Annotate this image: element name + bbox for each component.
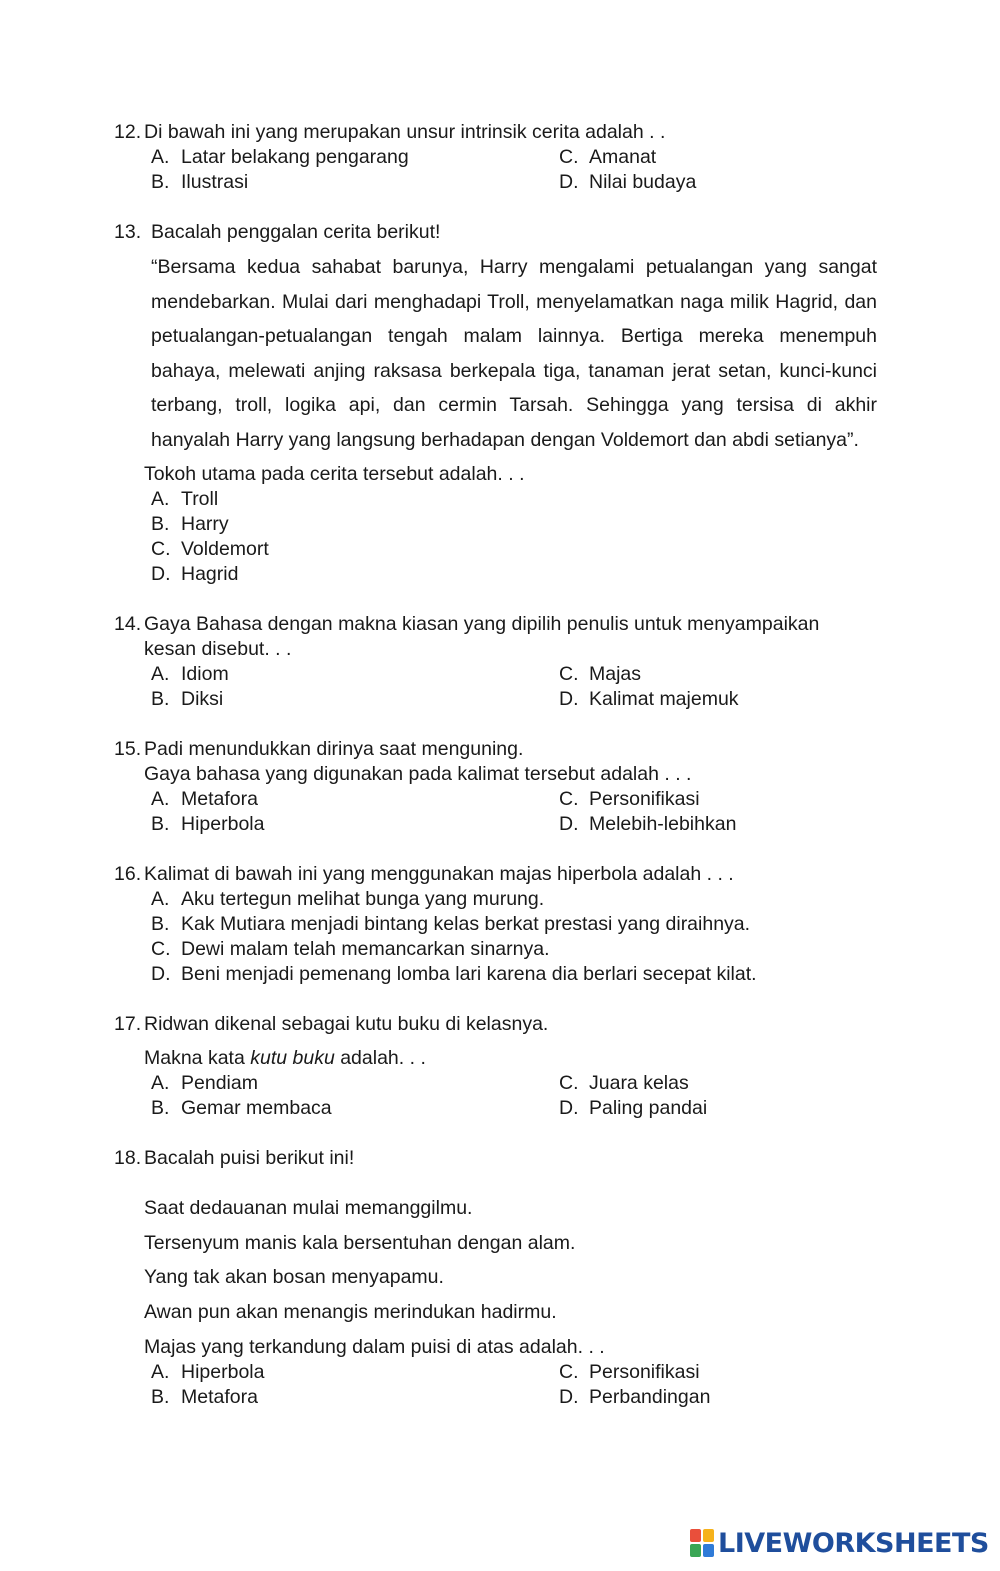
option-d[interactable]: D. Paling pandai	[559, 1097, 708, 1119]
question-number: 16.	[114, 863, 142, 885]
emphasized-phrase: kutu buku	[250, 1047, 335, 1069]
option-d[interactable]: D. Perbandingan	[559, 1386, 711, 1408]
question-number: 18.	[114, 1147, 142, 1169]
option-b[interactable]: B. Metafora	[151, 1386, 258, 1408]
option-b[interactable]: B. Gemar membaca	[151, 1097, 332, 1119]
liveworksheets-logo-icon	[690, 1529, 714, 1557]
option-c[interactable]: C. Voldemort	[151, 538, 269, 560]
question-sentence: Padi menundukkan dirinya saat menguning.	[144, 738, 524, 760]
option-a[interactable]: A. Aku tertegun melihat bunga yang murung.	[151, 888, 545, 910]
question-number: 14.	[114, 613, 142, 635]
question-number: 15.	[114, 738, 142, 760]
option-a[interactable]: A. Pendiam	[151, 1072, 258, 1094]
question-text: Tokoh utama pada cerita tersebut adalah. . .	[144, 463, 525, 485]
option-d[interactable]: D. Hagrid	[151, 563, 239, 585]
option-d[interactable]: D. Nilai budaya	[559, 171, 697, 193]
option-b[interactable]: B. Harry	[151, 513, 229, 535]
option-c[interactable]: C. Personifikasi	[559, 1361, 700, 1383]
poem-line: Yang tak akan bosan menyapamu.	[144, 1266, 444, 1288]
option-a[interactable]: A. Latar belakang pengarang	[151, 146, 409, 168]
option-a[interactable]: A. Metafora	[151, 788, 258, 810]
option-c[interactable]: C. Dewi malam telah memancarkan sinarnya.	[151, 938, 550, 960]
question-text: Kalimat di bawah ini yang menggunakan majas hiperbola adalah . . .	[144, 863, 734, 885]
option-c[interactable]: C. Majas	[559, 663, 642, 685]
option-d[interactable]: D. Melebih-lebihkan	[559, 813, 737, 835]
option-b[interactable]: B. Ilustrasi	[151, 171, 249, 193]
question-text: Gaya Bahasa dengan makna kiasan yang dipilih penulis untuk menyampaikan	[144, 613, 820, 635]
option-a[interactable]: A. Troll	[151, 488, 219, 510]
poem-line: Saat dedauanan mulai memanggilmu.	[144, 1197, 473, 1219]
question-sentence: Ridwan dikenal sebagai kutu buku di kelasnya.	[144, 1013, 549, 1035]
option-b[interactable]: B. Diksi	[151, 688, 224, 710]
poem-line: Tersenyum manis kala bersentuhan dengan alam.	[144, 1232, 576, 1254]
option-a[interactable]: A. Hiperbola	[151, 1361, 265, 1383]
question-intro: Bacalah puisi berikut ini!	[144, 1147, 355, 1169]
liveworksheets-logo[interactable]	[690, 1527, 989, 1559]
option-d[interactable]: D. Beni menjadi pemenang lomba lari karena dia berlari secepat kilat.	[151, 963, 757, 985]
question-text: Di bawah ini yang merupakan unsur intrinsik cerita adalah . .	[144, 121, 666, 143]
option-b[interactable]: B. Kak Mutiara menjadi bintang kelas berkat prestasi yang diraihnya.	[151, 913, 751, 935]
question-intro: Bacalah penggalan cerita berikut!	[151, 221, 441, 243]
story-passage: “Bersama kedua sahabat barunya, Harry mengalami petualangan yang sangat mendebarkan. Mulai dari menghadapi Troll, menyelamatkan naga milik Hagrid, dan petualangan-petualangan tengah malam lainnya. Bertiga mereka menempuh bahaya, melewati anjing raksasa berkepala tiga, tanaman jerat setan, kunci-kunci terbang, troll, logika api, dan cermin Tarsah. Sehingga yang tersisa di akhir hanyalah Harry yang langsung berhadapan dengan Voldemort dan abdi setianya”.	[151, 256, 877, 451]
question-text: Gaya bahasa yang digunakan pada kalimat tersebut adalah . . .	[144, 763, 692, 785]
option-c[interactable]: C. Personifikasi	[559, 788, 700, 810]
option-c[interactable]: C. Amanat	[559, 146, 657, 168]
question-text-cont: kesan disebut. . .	[144, 638, 292, 660]
question-number: 13.	[114, 221, 142, 243]
option-c[interactable]: C. Juara kelas	[559, 1072, 689, 1094]
question-text: Makna kata kutu buku adalah. . .	[144, 1047, 426, 1069]
option-a[interactable]: A. Idiom	[151, 663, 229, 685]
logo-text: LIVEWORKSHEETS	[718, 1527, 989, 1559]
option-d[interactable]: D. Kalimat majemuk	[559, 688, 739, 710]
question-number: 12.	[114, 121, 142, 143]
option-b[interactable]: B. Hiperbola	[151, 813, 265, 835]
question-text: Majas yang terkandung dalam puisi di atas adalah. . .	[144, 1336, 605, 1358]
poem-line: Awan pun akan menangis merindukan hadirmu.	[144, 1301, 557, 1323]
question-number: 17.	[114, 1013, 142, 1035]
